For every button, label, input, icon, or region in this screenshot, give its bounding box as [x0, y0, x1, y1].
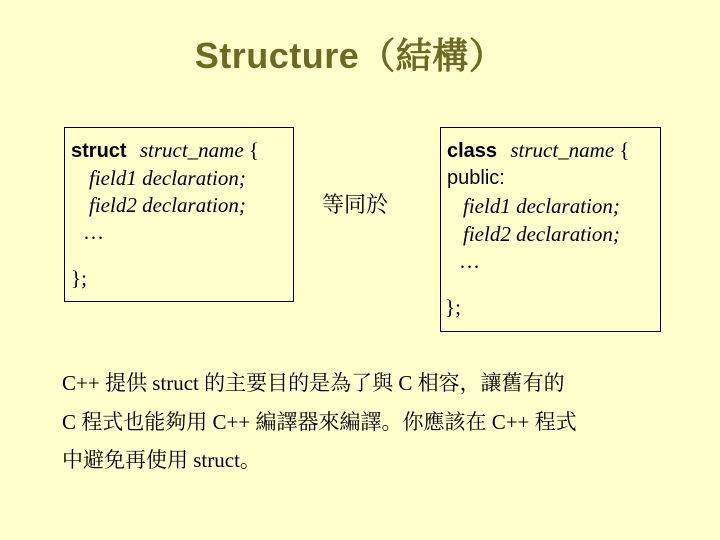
class-keyword: class	[447, 140, 498, 162]
slide-title: Structure（結構）	[194, 35, 506, 76]
struct-close-brace: };	[71, 266, 87, 290]
class-field2: field2 declaration;	[463, 222, 620, 246]
class-ellipsis: …	[459, 249, 480, 273]
struct-field2: field2 declaration;	[89, 193, 246, 217]
class-field1: field1 declaration;	[463, 194, 620, 218]
equivalent-label: 等同於	[322, 192, 389, 217]
struct-name: struct_name	[139, 138, 244, 162]
paragraph-line-1: C++ 提供 struct 的主要目的是為了與 C 相容，讓舊有的	[62, 371, 565, 395]
class-open-brace: {	[619, 138, 630, 162]
struct-ellipsis: …	[83, 220, 104, 244]
struct-open-brace: {	[248, 138, 259, 162]
paragraph-line-3: 中避免再使用 struct。	[62, 448, 261, 472]
class-code-box	[440, 127, 661, 332]
class-name: struct_name	[510, 138, 615, 162]
struct-code-box	[64, 127, 294, 302]
struct-field1: field1 declaration;	[89, 166, 246, 190]
class-header-line	[447, 138, 629, 163]
class-close-brace: };	[445, 295, 461, 319]
class-access-specifier: public:	[447, 167, 505, 189]
paragraph-line-2: C 程式也能夠用 C++ 編譯器來編譯。你應該在 C++ 程式	[62, 410, 577, 434]
struct-header-line	[71, 138, 259, 163]
struct-keyword: struct	[71, 140, 127, 162]
